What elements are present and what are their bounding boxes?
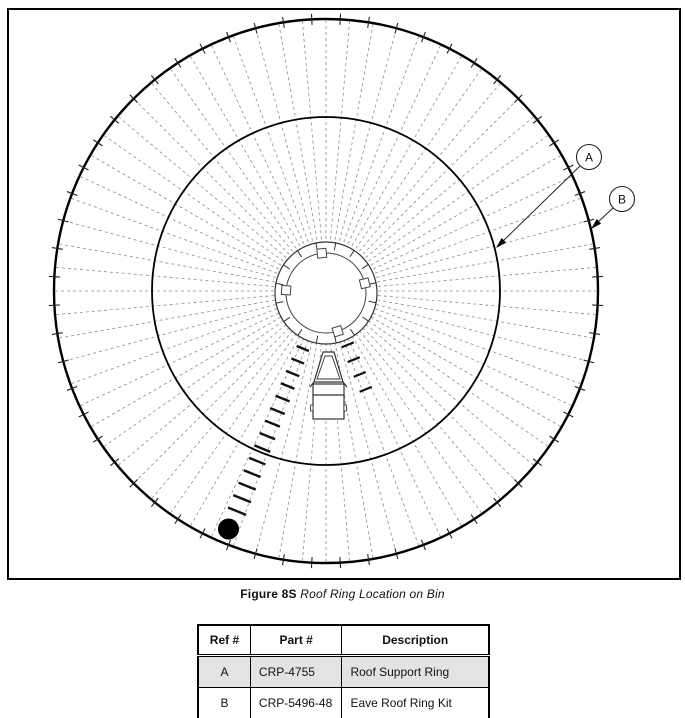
parts-table: [197, 624, 490, 718]
cell-ref: A: [198, 656, 250, 688]
callout-a-leader: [501, 166, 580, 243]
bin-roof-diagram: [9, 10, 679, 578]
cell-desc: Eave Roof Ring Kit: [342, 688, 489, 718]
table-header-row: [198, 625, 489, 656]
figure-frame: [7, 8, 681, 580]
roof-hatch: [310, 352, 347, 419]
figure-caption: [0, 587, 685, 601]
callout-b-label: B: [617, 192, 627, 207]
callout-b-leader: [598, 208, 613, 222]
cell-ref: B: [198, 688, 250, 718]
callout-a: [496, 145, 602, 249]
header-part: Part #: [250, 625, 342, 656]
cell-part: CRP-5496-48: [250, 688, 342, 718]
header-description: Description: [342, 625, 489, 656]
cell-part: CRP-4755: [250, 656, 342, 688]
callout-a-label: A: [584, 150, 594, 165]
figure-caption-label: Figure 8S: [240, 587, 297, 601]
callout-b: [591, 187, 635, 230]
table-row: [198, 656, 489, 688]
header-ref: Ref #: [198, 625, 250, 656]
table-row: [198, 688, 489, 718]
cell-desc: Roof Support Ring: [342, 656, 489, 688]
fill-cap-dot: [218, 519, 239, 540]
figure-caption-title: Roof Ring Location on Bin: [300, 587, 445, 601]
roof-ladder: [228, 346, 309, 515]
